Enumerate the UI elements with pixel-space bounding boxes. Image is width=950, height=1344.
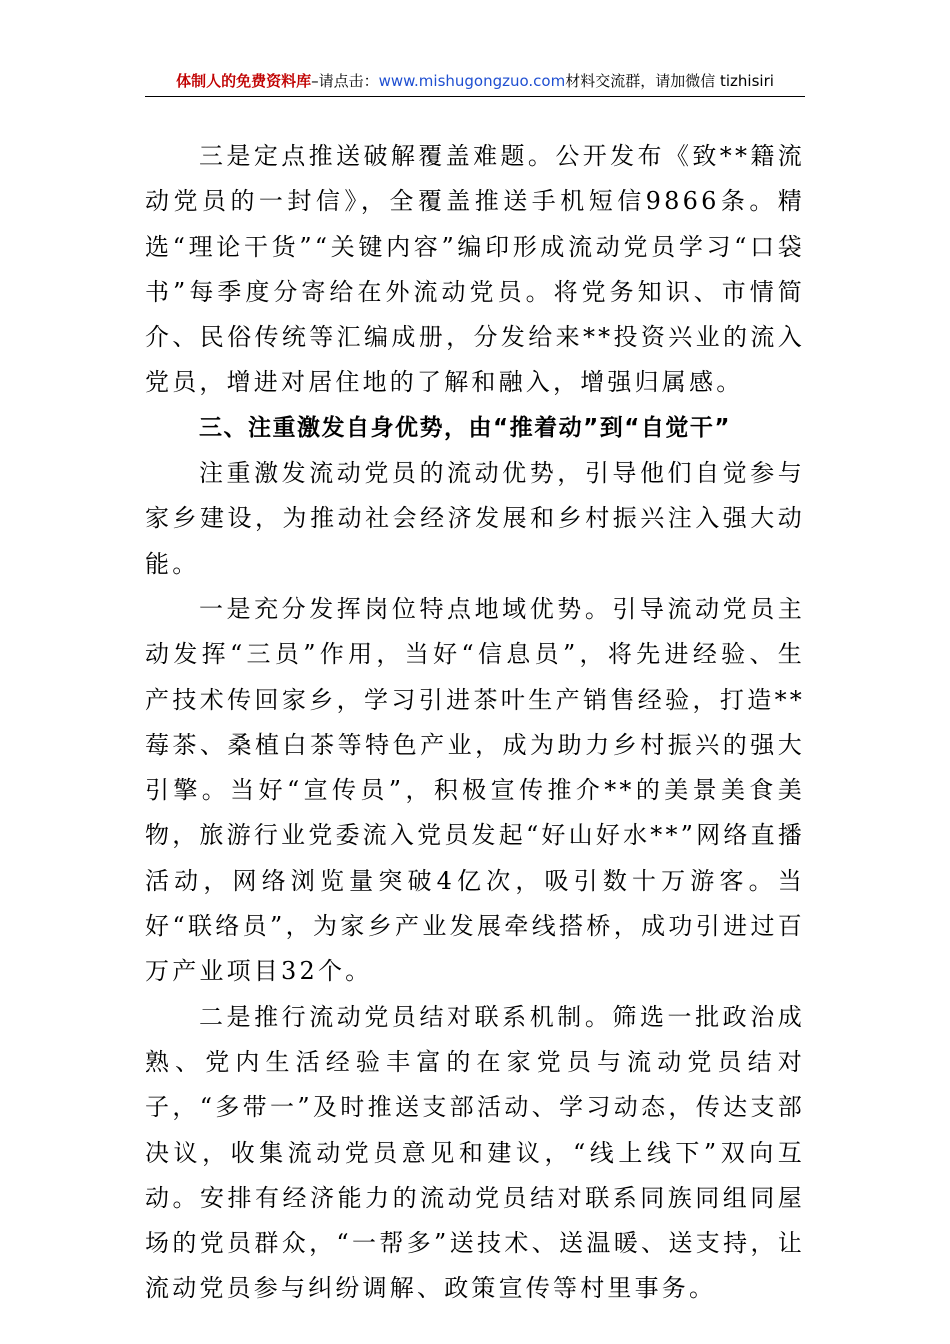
header-brand: 体制人的免费资料库 <box>176 72 312 90</box>
paragraph-point-two: 二是推行流动党员结对联系机制。筛选一批政治成熟、党内生活经验丰富的在家党员与流动党员结对子，“多带一”及时推送支部活动、学习动态，传达支部决议，收集流动党员意见和建议，“线上线下”双向互动。安排有经济能力的流动党员结对联系同族同组同屋场的党员群众，“一帮多”送技术、送温暖、送支持，让流动党员参与纠纷调解、政策宣传等村里事务。 <box>145 1002 805 1303</box>
paragraph-point-three: 三是定点推送破解覆盖难题。公开发布《致**籍流动党员的一封信》，全覆盖推送手机短信9866条。精选“理论干货”“关键内容”编印形成流动党员学习“口袋书”每季度分寄给在外流动党员。将党务知识、市情简介、民俗传统等汇编成册，分发给来**投资兴业的流入党员，增进对居住地的了解和融入，增强归属感。 <box>145 142 805 397</box>
section-intro-paragraph: 注重激发流动党员的流动优势，引导他们自觉参与家乡建设，为推动社会经济发展和乡村振兴注入强大动能。 <box>145 459 805 578</box>
section-heading-three: 三、注重激发自身优势，由“推着动”到“自觉干” <box>199 414 731 441</box>
page-header <box>145 66 805 97</box>
header-url-link[interactable]: www.mishugongzuo.com <box>378 72 566 90</box>
paragraph-point-one: 一是充分发挥岗位特点地域优势。引导流动党员主动发挥“三员”作用，当好“信息员”，将先进经验、生产技术传回家乡，学习引进茶叶生产销售经验，打造**莓茶、桑植白茶等特色产业，成为助力乡村振兴的强大引擎。当好“宣传员”，积极宣传推介**的美景美食美物，旅游行业党委流入党员发起“好山好水**”网络直播活动，网络浏览量突破4亿次，吸引数十万游客。当好“联络员”，为家乡产业发展牵线搭桥，成功引进过百万产业项目32个。 <box>145 594 805 986</box>
header-contact: 材料交流群，请加微信 tizhisiri <box>565 72 774 90</box>
header-prompt: –请点击： <box>311 72 379 90</box>
document-body <box>145 134 805 1312</box>
